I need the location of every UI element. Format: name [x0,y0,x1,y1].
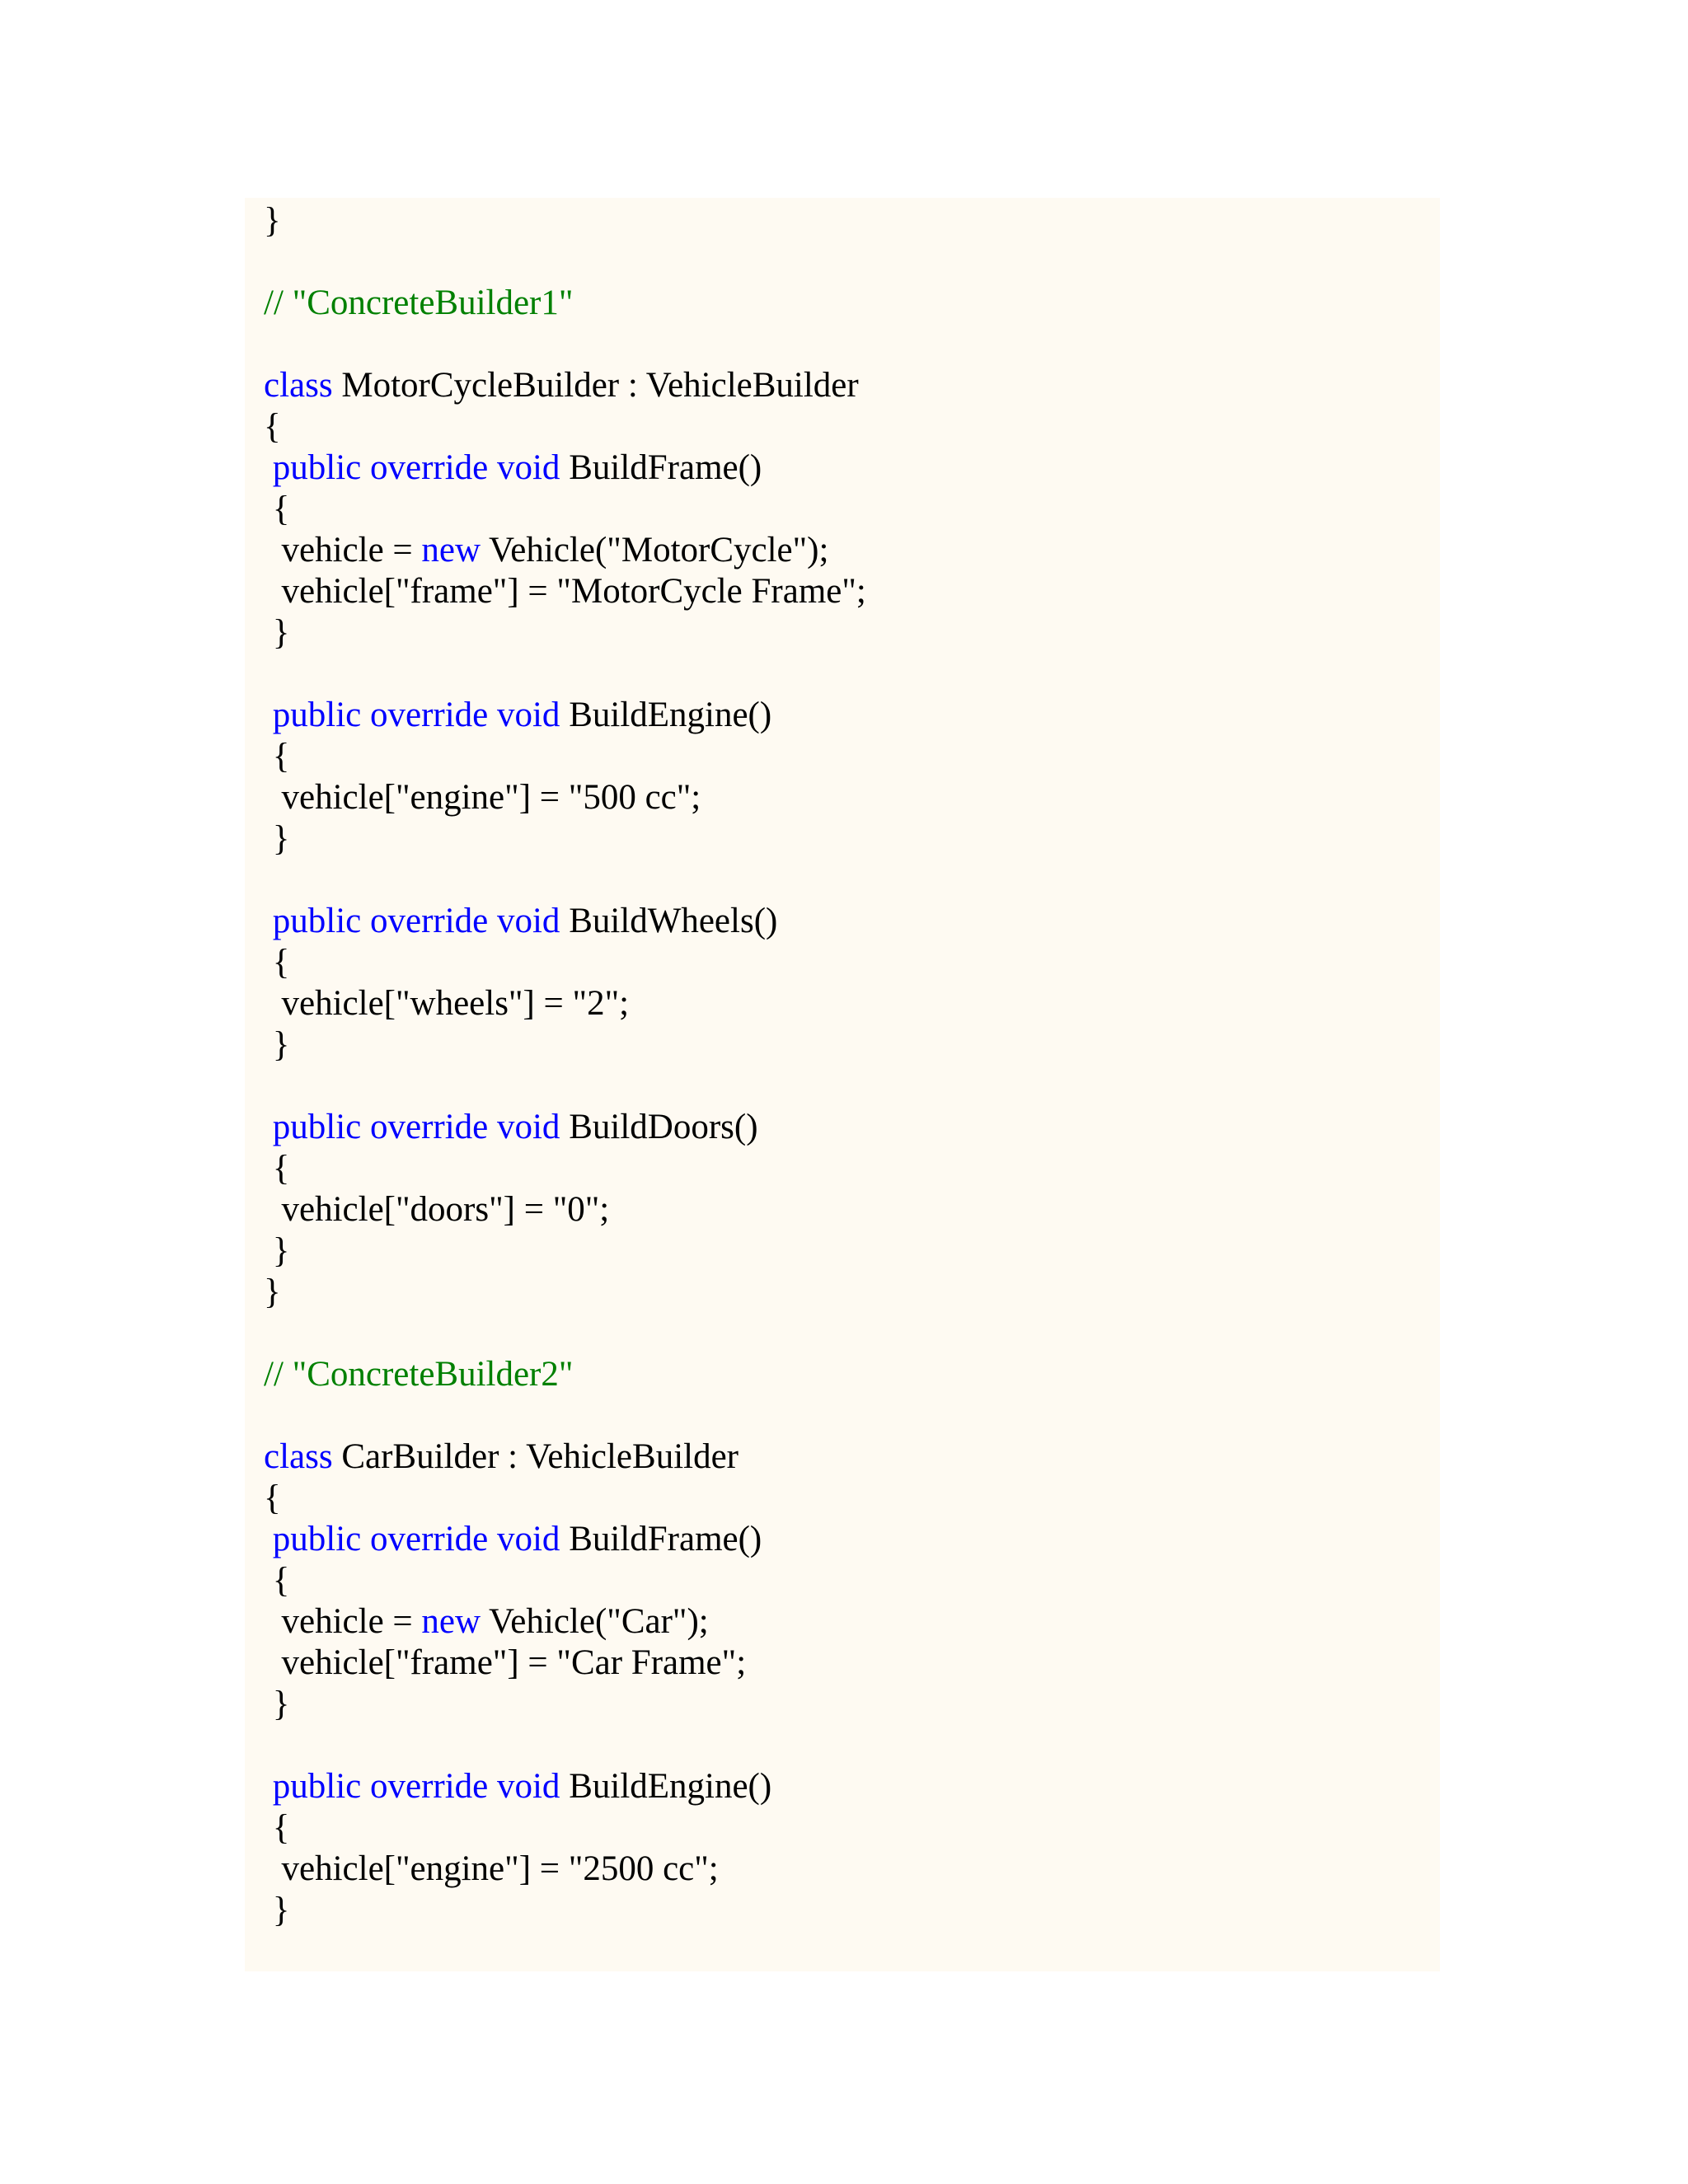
code-blank-line [264,241,866,283]
code-text: vehicle["frame"] = "MotorCycle Frame"; [264,572,866,611]
code-text: vehicle["engine"] = "500 cc"; [264,778,701,817]
code-text: } [264,1891,290,1929]
code-line [264,1230,866,1272]
code-text: vehicle["frame"] = "Car Frame"; [264,1643,747,1682]
code-line [264,736,866,777]
code-text [264,1767,273,1806]
code-line [264,1560,866,1601]
code-keyword: class [264,1437,333,1476]
code-line [264,448,866,489]
code-text: { [264,737,290,776]
code-line [264,1272,866,1313]
code-text: { [264,1561,290,1600]
code-line [264,1849,866,1890]
code-text: { [264,943,290,982]
code-text: BuildFrame() [560,1520,762,1558]
code-line [264,1436,866,1478]
code-text [264,1108,273,1146]
code-text: } [264,1272,281,1311]
code-text: Vehicle("MotorCycle"); [481,531,829,569]
code-line [264,1148,866,1189]
code-line [264,1684,866,1725]
code-text: CarBuilder : VehicleBuilder [332,1437,738,1476]
code-blank-line [264,1313,866,1354]
code-text: } [264,1025,290,1064]
code-text: BuildEngine() [560,1767,772,1806]
code-blank-line [264,1066,866,1107]
code-line [264,777,866,818]
code-line [264,1189,866,1230]
code-text: } [264,613,290,652]
code-text: } [264,1685,290,1723]
code-keyword: new [421,531,481,569]
code-blank-line [264,860,866,901]
code-line [264,489,866,530]
code-line [264,530,866,571]
code-line [264,1807,866,1849]
code-text: vehicle = [264,531,422,569]
code-text: } [264,1231,290,1270]
code-blank-line [264,654,866,695]
code-text: { [264,407,281,446]
code-text: BuildFrame() [560,448,762,487]
code-line [264,901,866,942]
code-blank-line [264,1395,866,1436]
code-text: { [264,490,290,528]
code-comment: // "ConcreteBuilder1" [264,284,574,322]
code-comment: // "ConcreteBuilder2" [264,1355,574,1394]
code-block [264,200,866,1931]
code-text: MotorCycleBuilder : VehicleBuilder [332,366,859,405]
code-line [264,1107,866,1148]
code-text: vehicle["engine"] = "2500 cc"; [264,1849,719,1888]
code-keyword: class [264,366,333,405]
code-text: vehicle = [264,1602,422,1641]
code-line [264,695,866,736]
code-text [264,696,273,734]
code-keyword: new [421,1602,481,1641]
code-line [264,1024,866,1066]
code-text: vehicle["doors"] = "0"; [264,1190,610,1229]
code-keyword: public override void [272,1767,560,1806]
code-line [264,283,866,324]
code-blank-line [264,324,866,365]
code-line [264,1519,866,1560]
code-keyword: public override void [272,696,560,734]
code-line [264,1890,866,1931]
code-line [264,365,866,406]
code-text: } [264,201,281,240]
code-text: BuildEngine() [560,696,772,734]
code-line [264,612,866,654]
code-line [264,818,866,860]
code-text: { [264,1479,281,1517]
code-text: BuildDoors() [560,1108,758,1146]
code-text: { [264,1808,290,1847]
code-text: BuildWheels() [560,902,778,940]
code-text: { [264,1149,290,1188]
code-line [264,942,866,983]
code-text [264,902,273,940]
code-line [264,1643,866,1684]
code-text [264,448,273,487]
code-line [264,1478,866,1519]
code-text: Vehicle("Car"); [481,1602,709,1641]
code-line [264,571,866,612]
code-line [264,406,866,448]
code-line [264,1354,866,1395]
code-text: vehicle["wheels"] = "2"; [264,984,630,1023]
code-line [264,983,866,1024]
code-line [264,1766,866,1807]
code-line [264,1601,866,1643]
code-line [264,200,866,241]
code-text: } [264,819,290,858]
code-keyword: public override void [272,448,560,487]
code-keyword: public override void [272,902,560,940]
code-keyword: public override void [272,1520,560,1558]
code-keyword: public override void [272,1108,560,1146]
code-text [264,1520,273,1558]
code-blank-line [264,1725,866,1766]
